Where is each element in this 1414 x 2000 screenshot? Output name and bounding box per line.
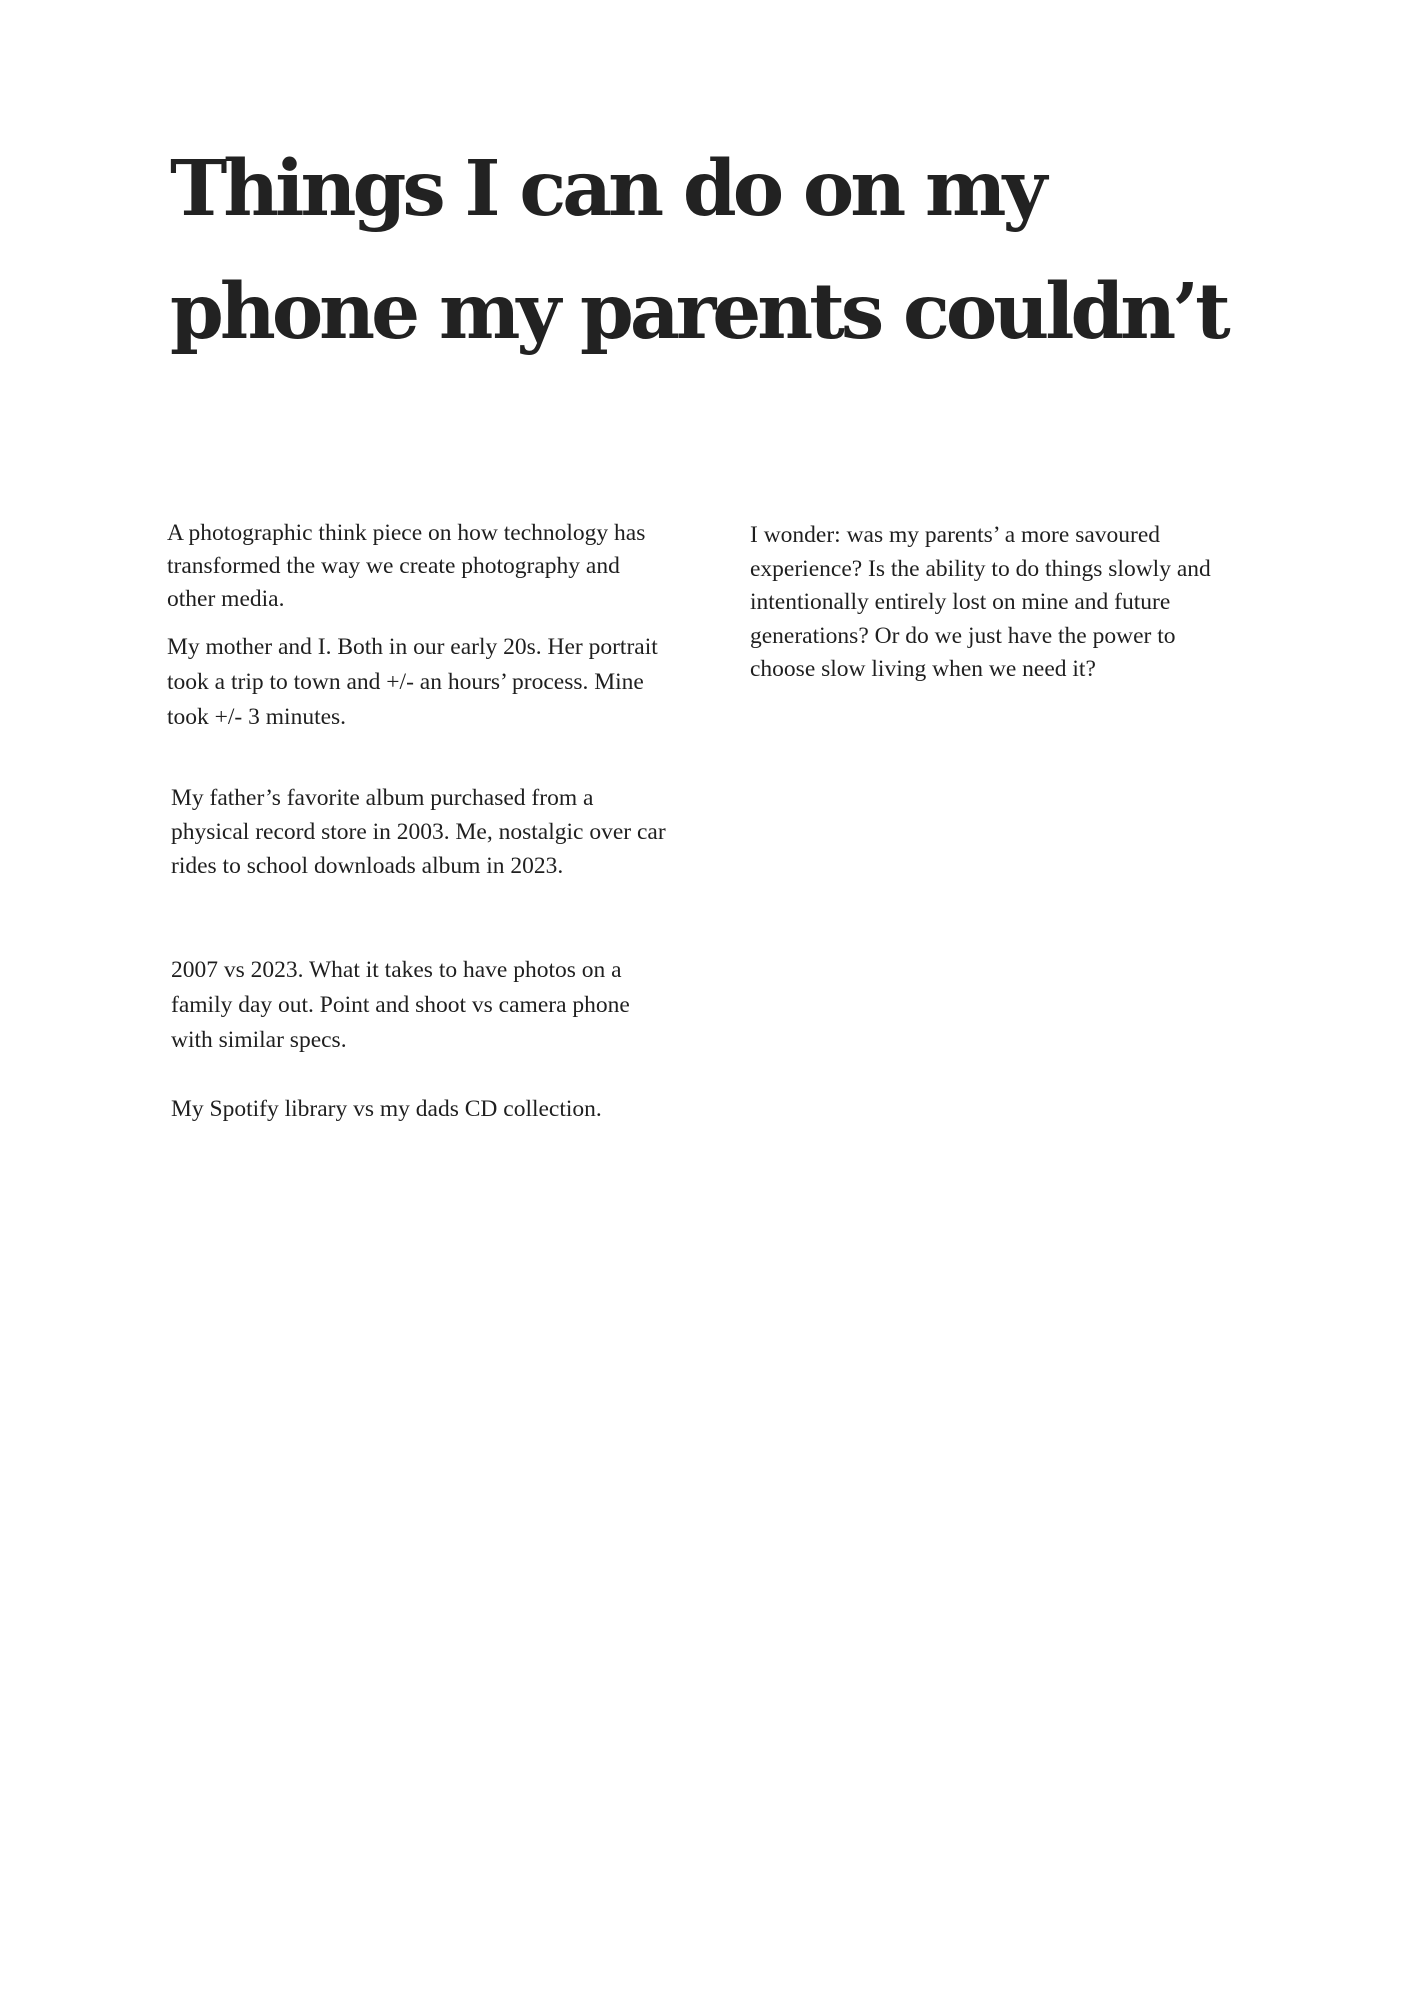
father-album-caption: My father’s favorite album purchased from a physical record store in 2003. Me, nostalgic over car rides to school downloads album in 2023. — [171, 785, 666, 879]
spotify-caption: My Spotify library vs my dads CD collection. — [171, 1096, 602, 1122]
reflection-paragraph: I wonder: was my parents’ a more savoured experience? Is the ability to do things slowly and intentionally entirely lost on mine and future generations? Or do we just have the power to choose slow living when we need it? — [750, 522, 1211, 682]
mother-portrait-caption: My mother and I. Both in our early 20s. Her portrait took a trip to town and +/- an hours’ process. Mine took +/- 3 minutes. — [167, 634, 658, 730]
family-photos-caption: 2007 vs 2023. What it takes to have photos on a family day out. Point and shoot vs camera phone with similar specs. — [171, 957, 630, 1053]
page-title: Things I can do on my phone my parents couldn’t — [170, 144, 1227, 357]
intro-paragraph: A photographic think piece on how technology has transformed the way we create photography and other media. — [167, 520, 646, 612]
